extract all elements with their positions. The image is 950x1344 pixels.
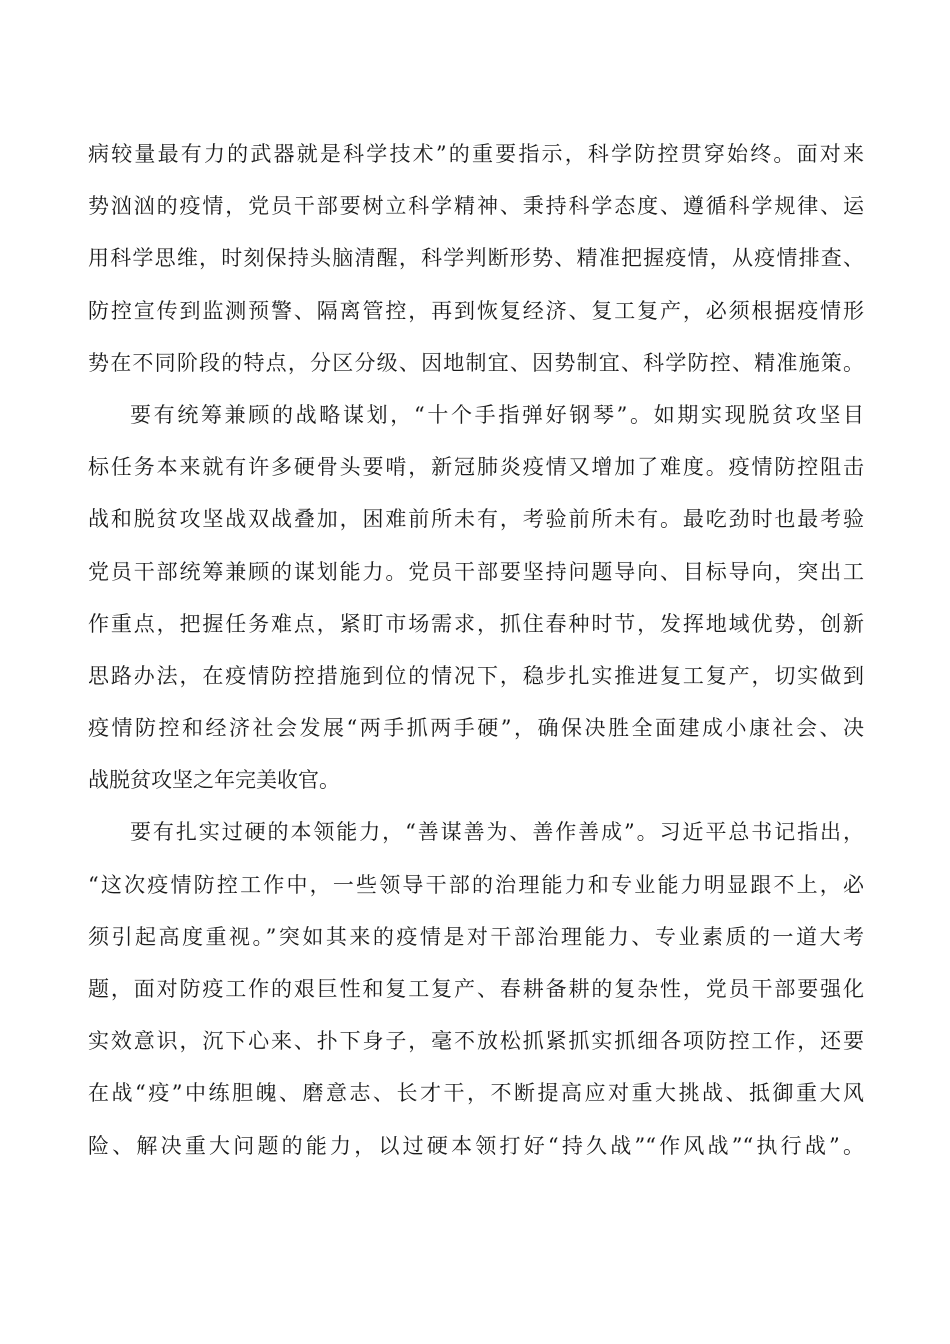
paragraph-line: 战脱贫攻坚之年完美收官。 [88, 768, 340, 793]
paragraph-line: 须引起高度重视。”突如其来的疫情是对干部治理能力、专业素质的一道大考 [88, 924, 864, 949]
paragraph-line: 用科学思维，时刻保持头脑清醒，科学判断形势、精准把握疫情，从疫情排查、 [88, 246, 864, 271]
paragraph-line: 思路办法，在疫情防控措施到位的情况下，稳步扎实推进复工复产，切实做到 [88, 663, 864, 688]
paragraph-line: 作重点，把握任务难点，紧盯市场需求，抓住春种时节，发挥地域优势，创新 [88, 611, 864, 636]
paragraph-3 [88, 806, 864, 1171]
paragraph-line: 题，面对防疫工作的艰巨性和复工复产、春耕备耕的复杂性，党员干部要强化 [88, 977, 864, 1001]
paragraph-line: 险、解决重大问题的能力，以过硬本领打好“持久战”“作风战”“执行战”。 [88, 1133, 864, 1158]
paragraph-line: “这次疫情防控工作中，一些领导干部的治理能力和专业能力明显跟不上，必 [88, 872, 864, 897]
paragraph-line: 党员干部统筹兼顾的谋划能力。党员干部要坚持问题导向、目标导向，突出工 [88, 559, 864, 584]
paragraph-line: 在战“疫”中练胆魄、磨意志、长才干，不断提高应对重大挑战、抵御重大风 [88, 1081, 864, 1106]
paragraph-line: 要有统筹兼顾的战略谋划，“十个手指弹好钢琴”。如期实现脱贫攻坚目 [130, 402, 864, 427]
paragraph-line: 势在不同阶段的特点，分区分级、因地制宜、因势制宜、科学防控、精准施策。 [88, 350, 864, 375]
paragraph-line: 要有扎实过硬的本领能力，“善谋善为、善作善成”。习近平总书记指出， [130, 820, 864, 845]
paragraph-1 [88, 128, 864, 389]
paragraph-line: 标任务本来就有许多硬骨头要啃，新冠肺炎疫情又增加了难度。疫情防控阻击 [88, 455, 864, 480]
paragraph-line: 势汹汹的疫情，党员干部要树立科学精神、秉持科学态度、遵循科学规律、运 [88, 194, 864, 219]
document-body [88, 128, 864, 1172]
paragraph-2 [88, 389, 864, 807]
paragraph-line: 病较量最有力的武器就是科学技术”的重要指示，科学防控贯穿始终。面对来 [88, 142, 864, 166]
paragraph-line: 实效意识，沉下心来、扑下身子，毫不放松抓紧抓实抓细各项防控工作，还要 [88, 1029, 864, 1054]
paragraph-line: 防控宣传到监测预警、隔离管控，再到恢复经济、复工复产，必须根据疫情形 [88, 298, 864, 323]
paragraph-line: 战和脱贫攻坚战双战叠加，困难前所未有，考验前所未有。最吃劲时也最考验 [88, 507, 864, 532]
paragraph-line: 疫情防控和经济社会发展“两手抓两手硬”，确保决胜全面建成小康社会、决 [88, 716, 864, 741]
